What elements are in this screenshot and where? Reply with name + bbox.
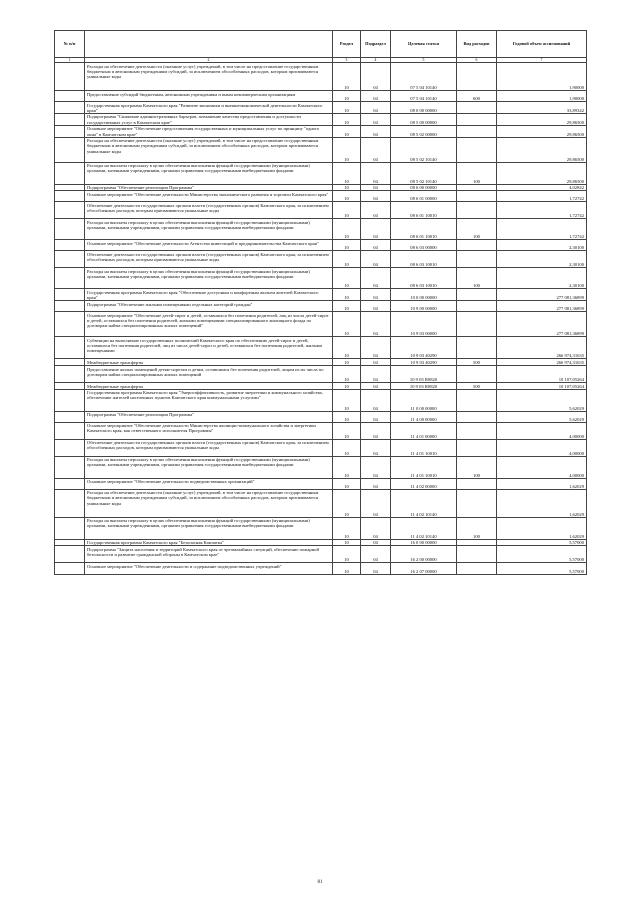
table-body (55, 63, 587, 575)
name-cell: Межбюджетные трансферты (85, 383, 333, 390)
table-row (55, 289, 587, 301)
expense-type-cell (457, 301, 497, 312)
section-cell: 10 (333, 489, 361, 517)
expense-type-cell: 500 (457, 359, 497, 366)
amount-cell: 4,00000 (497, 456, 587, 478)
expense-type-cell (457, 289, 497, 301)
name-cell: Предоставление жилых помещений детям-сиротам и детям, оставшимся без попечения родителей, лицам из их числа по договорам найма специализированных жилых помещений (85, 366, 333, 383)
section-cell: 10 (333, 251, 361, 268)
table-row (55, 366, 587, 383)
expense-type-cell: 500 (457, 383, 497, 390)
section-cell: 10 (333, 191, 361, 202)
table-row (55, 337, 587, 359)
subsection-cell: 04 (361, 439, 391, 456)
expense-type-cell (457, 337, 497, 359)
section-cell: 10 (333, 240, 361, 251)
article-cell: 10 9 03 R0820 (391, 383, 457, 390)
article-cell: 11 4 02 00000 (391, 478, 457, 489)
subsection-cell: 04 (361, 478, 391, 489)
num-cell (55, 456, 85, 478)
section-cell: 10 (333, 389, 361, 411)
article-cell: 10 9 00 00000 (391, 301, 457, 312)
name-cell: Расходы на обеспечение деятельности (оказание услуг) учреждений, в том числе на предоставление государственным бюджетным и автономным учреждениям субсидий, за исключением обособленных расходов, которым присваиваются уникальные коды (85, 63, 333, 91)
amount-cell: 10 107,05264 (497, 366, 587, 383)
name-cell: Расходы на выплаты персоналу в целях обеспечения выполнения функций государственными (муниципальными) органами, казенными учреждениями, органами управления государственными внебюджетными фондами (85, 456, 333, 478)
amount-cell: 1,62029 (497, 489, 587, 517)
expense-type-cell (457, 202, 497, 219)
name-cell: Расходы на выплаты персоналу в целях обеспечения выполнения функций государственными (муниципальными) органами, казенными учреждениями, органами управления государственными внебюджетными фондами (85, 162, 333, 184)
table-row (55, 202, 587, 219)
name-cell: Подпрограмма "Обеспечение жилыми помещениями отдельных категорий граждан" (85, 301, 333, 312)
article-cell: 08 6 01 10010 (391, 202, 457, 219)
amount-cell: 4,02842 (497, 184, 587, 191)
expense-type-cell: 100 (457, 268, 497, 289)
section-cell: 10 (333, 137, 361, 162)
expense-type-cell (457, 125, 497, 137)
amount-cell: 1,72742 (497, 202, 587, 219)
num-cell (55, 563, 85, 575)
expense-type-cell (457, 539, 497, 546)
subsection-cell: 04 (361, 137, 391, 162)
column-number: 5 (391, 58, 457, 63)
header-article: Целевая статья (391, 31, 457, 58)
expense-type-cell: 600 (457, 91, 497, 102)
name-cell: Расходы на выплаты персоналу в целях обеспечения выполнения функций государственными (муниципальными) органами, казенными учреждениями, органами управления государственными внебюджетными фондами (85, 268, 333, 289)
table-row (55, 389, 587, 411)
expense-type-cell (457, 191, 497, 202)
expense-type-cell (457, 113, 497, 125)
article-cell: 16 0 00 00000 (391, 539, 457, 546)
article-cell: 08 0 00 00000 (391, 102, 457, 114)
section-cell: 10 (333, 422, 361, 439)
article-cell: 08 5 02 10140 (391, 162, 457, 184)
section-cell: 10 (333, 439, 361, 456)
table-row (55, 411, 587, 422)
header-subsection: Подраздел (361, 31, 391, 58)
subsection-cell: 04 (361, 422, 391, 439)
table-row (55, 539, 587, 546)
article-cell: 07 5 04 10140 (391, 91, 457, 102)
expense-type-cell (457, 563, 497, 575)
subsection-cell: 04 (361, 91, 391, 102)
num-cell (55, 411, 85, 422)
article-cell: 11 0 00 00000 (391, 389, 457, 411)
amount-cell: 29,86500 (497, 162, 587, 184)
expense-type-cell (457, 312, 497, 337)
amount-cell: 5,62029 (497, 389, 587, 411)
section-cell: 10 (333, 162, 361, 184)
article-cell: 08 5 00 00000 (391, 113, 457, 125)
subsection-cell: 04 (361, 517, 391, 539)
subsection-cell: 04 (361, 366, 391, 383)
table-row (55, 422, 587, 439)
section-cell: 10 (333, 411, 361, 422)
amount-cell: 2,30100 (497, 240, 587, 251)
article-cell: 11 4 01 10010 (391, 439, 457, 456)
article-cell: 08 6 03 10010 (391, 251, 457, 268)
amount-cell: 2,30100 (497, 251, 587, 268)
name-cell: Расходы на выплаты персоналу в целях обеспечения выполнения функций государственными (муниципальными) органами, казенными учреждениями, органами управления государственными внебюджетными фондами (85, 517, 333, 539)
amount-cell: 4,00000 (497, 422, 587, 439)
name-cell: Расходы на обеспечение деятельности (оказание услуг) учреждений, в том числе на предоставление государственным бюджетным и автономным учреждениям субсидий, за исключением обособленных расходов, которым присваиваются уникальные коды (85, 489, 333, 517)
amount-cell: 266 974,31635 (497, 337, 587, 359)
section-cell: 10 (333, 202, 361, 219)
table-row (55, 383, 587, 390)
subsection-cell: 04 (361, 240, 391, 251)
expense-type-cell (457, 439, 497, 456)
name-cell: Подпрограмма "Обеспечение реализации Программы" (85, 184, 333, 191)
amount-cell: 4,00000 (497, 439, 587, 456)
name-cell: Основное мероприятие "Обеспечение деятельности Агентства инвестиций и предпринимательства Камчатского края" (85, 240, 333, 251)
name-cell: Обеспечение деятельности государственных органов власти (государственных органов) Камчатского края, за исключением обособленных расходов, которым присваиваются уникальные коды (85, 251, 333, 268)
table-row (55, 184, 587, 191)
article-cell: 16 2 07 00000 (391, 563, 457, 575)
section-cell: 10 (333, 337, 361, 359)
num-cell (55, 312, 85, 337)
table-row (55, 268, 587, 289)
table-row (55, 191, 587, 202)
expense-type-cell (457, 102, 497, 114)
name-cell: Субвенции на выполнение государственных полномочий Камчатского края по обеспечению детей-сирот и детей, оставшихся без попечения родителей, лиц из числа детей-сирот и детей, оставшихся без попечения родителей, жилыми помещениями (85, 337, 333, 359)
name-cell: Обеспечение деятельности государственных органов власти (государственных органов) Камчатского края, за исключением обособленных расходов, которым присваиваются уникальные коды (85, 202, 333, 219)
section-cell: 10 (333, 91, 361, 102)
num-cell (55, 439, 85, 456)
article-cell: 08 5 02 10140 (391, 137, 457, 162)
table-row (55, 359, 587, 366)
subsection-cell: 04 (361, 63, 391, 91)
subsection-cell: 04 (361, 563, 391, 575)
table-row (55, 489, 587, 517)
subsection-cell: 04 (361, 312, 391, 337)
article-cell: 10 9 03 40290 (391, 337, 457, 359)
subsection-cell: 04 (361, 389, 391, 411)
subsection-cell: 04 (361, 411, 391, 422)
amount-cell: 1,72742 (497, 191, 587, 202)
num-cell (55, 489, 85, 517)
expense-type-cell: 100 (457, 517, 497, 539)
article-cell: 10 9 03 R0820 (391, 366, 457, 383)
amount-cell: 29,86500 (497, 125, 587, 137)
article-cell: 16 2 00 00000 (391, 546, 457, 563)
article-cell: 08 6 03 10010 (391, 268, 457, 289)
subsection-cell: 04 (361, 184, 391, 191)
subsection-cell: 04 (361, 539, 391, 546)
header-num: № п/п (55, 31, 85, 58)
table-row (55, 439, 587, 456)
amount-cell: 1,90000 (497, 63, 587, 91)
table-row (55, 517, 587, 539)
table-row (55, 137, 587, 162)
table-header-row (55, 31, 587, 58)
amount-cell: 10 107,05264 (497, 383, 587, 390)
article-cell: 08 5 02 00000 (391, 125, 457, 137)
column-number: 3 (333, 58, 361, 63)
subsection-cell: 04 (361, 219, 391, 240)
table-row (55, 478, 587, 489)
column-number: 6 (457, 58, 497, 63)
amount-cell: 1,62029 (497, 517, 587, 539)
section-cell: 10 (333, 301, 361, 312)
expense-type-cell (457, 489, 497, 517)
name-cell: Государственная программа Камчатского края "Обеспечение доступным и комфортным жильем жителей Камчатского края" (85, 289, 333, 301)
num-cell (55, 517, 85, 539)
article-cell: 11 4 02 10140 (391, 517, 457, 539)
subsection-cell: 04 (361, 191, 391, 202)
amount-cell: 277 081,36899 (497, 289, 587, 301)
name-cell: Основное мероприятие "Обеспечение предоставления государственных и муниципальных услуг по принципу "одного окна" в Камчатском крае" (85, 125, 333, 137)
section-cell: 10 (333, 546, 361, 563)
section-cell: 10 (333, 63, 361, 91)
subsection-cell: 04 (361, 125, 391, 137)
expense-type-cell (457, 546, 497, 563)
name-cell: Подпрограмма "Защита населения и территорий Камчатского края от чрезвычайных ситуаций, обеспечение пожарной безопасности и развитие гражданской обороны в Камчатском крае" (85, 546, 333, 563)
num-cell (55, 383, 85, 390)
table-row (55, 251, 587, 268)
num-cell (55, 366, 85, 383)
budget-table-page (54, 30, 586, 575)
num-cell (55, 359, 85, 366)
amount-cell: 1,90000 (497, 91, 587, 102)
amount-cell: 5,57000 (497, 563, 587, 575)
expense-type-cell (457, 389, 497, 411)
num-cell (55, 91, 85, 102)
table-row (55, 546, 587, 563)
amount-cell: 1,62029 (497, 478, 587, 489)
article-cell: 11 4 00 00000 (391, 411, 457, 422)
article-cell: 08 6 01 00000 (391, 191, 457, 202)
section-cell: 10 (333, 539, 361, 546)
name-cell: Основное мероприятие "Обеспечение деятельности подведомственных организаций" (85, 478, 333, 489)
article-cell: 10 0 00 00000 (391, 289, 457, 301)
num-cell (55, 162, 85, 184)
expense-type-cell (457, 240, 497, 251)
section-cell: 10 (333, 359, 361, 366)
subsection-cell: 04 (361, 162, 391, 184)
subsection-cell: 04 (361, 337, 391, 359)
column-number: 7 (497, 58, 587, 63)
section-cell: 10 (333, 219, 361, 240)
page-number: 81 (317, 880, 323, 885)
name-cell: Основное мероприятие "Обеспечение деятельности Министерства экономического развития и торговли Камчатского края" (85, 191, 333, 202)
table-row (55, 563, 587, 575)
expense-type-cell (457, 411, 497, 422)
expense-type-cell (457, 422, 497, 439)
num-cell (55, 125, 85, 137)
article-cell: 11 4 02 10140 (391, 489, 457, 517)
name-cell: Подпрограмма "Снижение административных барьеров, повышение качества предоставления и доступности государственных услуг в Камчатском крае" (85, 113, 333, 125)
subsection-cell: 04 (361, 546, 391, 563)
amount-cell: 29,86500 (497, 137, 587, 162)
expense-type-cell (457, 251, 497, 268)
num-cell (55, 137, 85, 162)
article-cell: 08 6 00 00000 (391, 184, 457, 191)
name-cell: Расходы на обеспечение деятельности (оказание услуг) учреждений, в том числе на предоставление государственным бюджетным и автономным учреждениям субсидий, за исключением обособленных расходов, которым присваиваются уникальные коды (85, 137, 333, 162)
amount-cell: 277 081,36899 (497, 301, 587, 312)
section-cell: 10 (333, 383, 361, 390)
column-number: 1 (55, 58, 85, 63)
name-cell: Государственная программа Камчатского края "Развитие экономики и внешнеэкономической деятельности Камчатского края" (85, 102, 333, 114)
name-cell: Расходы на выплаты персоналу в целях обеспечения выполнения функций государственными (муниципальными) органами, казенными учреждениями, органами управления государственными внебюджетными фондами (85, 219, 333, 240)
amount-cell: 5,57000 (497, 539, 587, 546)
table-row (55, 456, 587, 478)
section-cell: 10 (333, 268, 361, 289)
table-row (55, 240, 587, 251)
name-cell: Основное мероприятие "Обеспечение детей-сирот и детей, оставшихся без попечения родителей, лиц из числа детей-сирот и детей, оставшихся без попечения родителей, жилыми помещениями специализированного жилищного фонда по договорам найма специализированных жилых помещений" (85, 312, 333, 337)
expense-type-cell (457, 63, 497, 91)
amount-cell: 29,86500 (497, 113, 587, 125)
num-cell (55, 113, 85, 125)
table-row (55, 125, 587, 137)
article-cell: 08 6 03 00000 (391, 240, 457, 251)
subsection-cell: 04 (361, 268, 391, 289)
article-cell: 07 5 04 10140 (391, 63, 457, 91)
subsection-cell: 04 (361, 383, 391, 390)
header-section: Раздел (333, 31, 361, 58)
num-cell (55, 184, 85, 191)
num-cell (55, 251, 85, 268)
subsection-cell: 04 (361, 251, 391, 268)
subsection-cell: 04 (361, 289, 391, 301)
table-row (55, 219, 587, 240)
num-cell (55, 546, 85, 563)
expense-type-cell: 100 (457, 456, 497, 478)
num-cell (55, 63, 85, 91)
table-row (55, 162, 587, 184)
expense-type-cell: 100 (457, 219, 497, 240)
expense-type-cell (457, 366, 497, 383)
article-cell: 10 9 03 00000 (391, 312, 457, 337)
num-cell (55, 337, 85, 359)
subsection-cell: 04 (361, 359, 391, 366)
subsection-cell: 04 (361, 113, 391, 125)
subsection-cell: 04 (361, 102, 391, 114)
name-cell: Обеспечение деятельности государственных органов власти (государственных органов) Камчатского края, за исключением обособленных расходов, которым присваиваются уникальные коды (85, 439, 333, 456)
num-cell (55, 102, 85, 114)
header-amount: Годовой объем ассигнований (497, 31, 587, 58)
expense-type-cell (457, 184, 497, 191)
column-number: 4 (361, 58, 391, 63)
subsection-cell: 04 (361, 301, 391, 312)
name-cell: Государственная программа Камчатского края "Энергоэффективность, развитие энергетики и коммунального хозяйства, обеспечение жителей населенных пунктов Камчатского края коммунальными услугами" (85, 389, 333, 411)
header-expense-type: Вид расходов (457, 31, 497, 58)
section-cell: 10 (333, 113, 361, 125)
table-row (55, 312, 587, 337)
num-cell (55, 268, 85, 289)
name-cell: Основное мероприятие "Обеспечение деятельности и содержание подведомственных учреждений" (85, 563, 333, 575)
table-row (55, 301, 587, 312)
num-cell (55, 389, 85, 411)
num-cell (55, 219, 85, 240)
expense-type-cell (457, 478, 497, 489)
amount-cell: 5,57000 (497, 546, 587, 563)
num-cell (55, 478, 85, 489)
header-name (85, 31, 333, 58)
subsection-cell: 04 (361, 489, 391, 517)
section-cell: 10 (333, 517, 361, 539)
num-cell (55, 301, 85, 312)
section-cell: 10 (333, 366, 361, 383)
num-cell (55, 422, 85, 439)
name-cell: Подпрограмма "Обеспечение реализации Программы" (85, 411, 333, 422)
num-cell (55, 191, 85, 202)
table-row (55, 113, 587, 125)
table-row (55, 102, 587, 114)
name-cell: Предоставление субсидий бюджетным, автономным учреждениям и иным некоммерческим организациям (85, 91, 333, 102)
amount-cell: 5,62029 (497, 411, 587, 422)
num-cell (55, 202, 85, 219)
num-cell (55, 240, 85, 251)
num-cell (55, 289, 85, 301)
expense-type-cell (457, 137, 497, 162)
subsection-cell: 04 (361, 456, 391, 478)
name-cell: Межбюджетные трансферты (85, 359, 333, 366)
section-cell: 10 (333, 102, 361, 114)
name-cell: Государственная программа Камчатского края "Безопасная Камчатка" (85, 539, 333, 546)
section-cell: 10 (333, 456, 361, 478)
subsection-cell: 04 (361, 202, 391, 219)
column-number: 2 (85, 58, 333, 63)
num-cell (55, 539, 85, 546)
amount-cell: 2,30100 (497, 268, 587, 289)
name-cell: Основное мероприятие "Обеспечение деятельности Министерства жилищно-коммунального хозяйства и энергетики Камчатского края, как ответственного исполнителя Программы" (85, 422, 333, 439)
table-row (55, 91, 587, 102)
article-cell: 11 4 01 00000 (391, 422, 457, 439)
amount-cell: 266 974,31635 (497, 359, 587, 366)
amount-cell: 277 081,36899 (497, 312, 587, 337)
budget-table (54, 30, 587, 575)
article-cell: 11 4 01 10010 (391, 456, 457, 478)
section-cell: 10 (333, 125, 361, 137)
section-cell: 10 (333, 312, 361, 337)
amount-cell: 1,72742 (497, 219, 587, 240)
section-cell: 10 (333, 563, 361, 575)
section-cell: 10 (333, 184, 361, 191)
article-cell: 10 9 03 40290 (391, 359, 457, 366)
table-row (55, 63, 587, 91)
section-cell: 10 (333, 289, 361, 301)
section-cell: 10 (333, 478, 361, 489)
amount-cell: 33,89342 (497, 102, 587, 114)
expense-type-cell: 100 (457, 162, 497, 184)
article-cell: 08 6 01 10010 (391, 219, 457, 240)
